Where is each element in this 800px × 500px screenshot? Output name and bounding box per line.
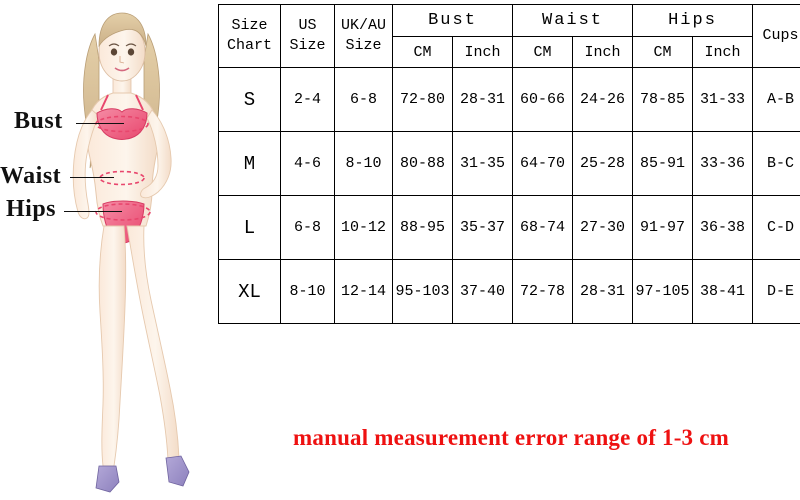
header-uk-au-size-line2: Size — [345, 37, 382, 54]
callout-line-hips — [64, 211, 122, 212]
table-header-row-groups — [219, 5, 800, 37]
header-hips-inch: Inch — [693, 37, 753, 68]
cell-waist-cm: 64-70 — [513, 132, 573, 196]
table-row — [219, 68, 800, 132]
cell-uk-au-size: 12-14 — [335, 260, 393, 324]
cell-waist-inch: 28-31 — [573, 260, 633, 324]
header-uk-au-size-line1: UK/AU — [340, 16, 386, 34]
cell-cups: D-E — [753, 260, 800, 324]
cell-size: L — [219, 196, 281, 260]
cell-waist-cm: 60-66 — [513, 68, 573, 132]
cell-size: M — [219, 132, 281, 196]
header-waist-inch: Inch — [573, 37, 633, 68]
illustration-panel — [0, 0, 218, 500]
cell-bust-cm: 80-88 — [393, 132, 453, 196]
callout-line-waist — [70, 177, 114, 178]
header-waist-cm: CM — [513, 37, 573, 68]
cell-us-size: 2-4 — [281, 68, 335, 132]
cell-cups: C-D — [753, 196, 800, 260]
header-group-bust: Bust — [393, 5, 513, 37]
header-bust-inch: Inch — [453, 37, 513, 68]
header-us-size — [281, 5, 335, 68]
cell-size: S — [219, 68, 281, 132]
table-row — [219, 260, 800, 324]
cell-us-size: 6-8 — [281, 196, 335, 260]
cell-uk-au-size: 6-8 — [335, 68, 393, 132]
cell-hips-cm: 78-85 — [633, 68, 693, 132]
cell-bust-cm: 72-80 — [393, 68, 453, 132]
cell-hips-cm: 91-97 — [633, 196, 693, 260]
header-hips-cm: CM — [633, 37, 693, 68]
cell-us-size: 4-6 — [281, 132, 335, 196]
cell-waist-inch: 27-30 — [573, 196, 633, 260]
callout-label-hips: Hips — [6, 196, 57, 222]
cell-uk-au-size: 8-10 — [335, 132, 393, 196]
cell-hips-cm: 97-105 — [633, 260, 693, 324]
header-size-chart — [219, 5, 281, 68]
size-chart-table — [218, 4, 800, 324]
cell-size: XL — [219, 260, 281, 324]
cell-waist-inch: 24-26 — [573, 68, 633, 132]
cell-cups: A-B — [753, 68, 800, 132]
woman-figure-illustration — [0, 0, 218, 500]
header-bust-cm: CM — [393, 37, 453, 68]
cell-uk-au-size: 10-12 — [335, 196, 393, 260]
cell-hips-inch: 38-41 — [693, 260, 753, 324]
cell-waist-cm: 72-78 — [513, 260, 573, 324]
header-us-size-line1: US — [298, 16, 317, 34]
cell-bust-inch: 28-31 — [453, 68, 513, 132]
table-row — [219, 132, 800, 196]
cell-hips-cm: 85-91 — [633, 132, 693, 196]
callout-label-waist: Waist — [0, 163, 62, 189]
header-size-chart-line1: Size — [231, 16, 268, 34]
cell-bust-inch: 31-35 — [453, 132, 513, 196]
header-uk-au-size — [335, 5, 393, 68]
cell-hips-inch: 36-38 — [693, 196, 753, 260]
cell-bust-inch: 37-40 — [453, 260, 513, 324]
header-us-size-line2: Size — [289, 37, 326, 54]
header-group-hips: Hips — [633, 5, 753, 37]
table-row — [219, 196, 800, 260]
header-size-chart-line2: Chart — [226, 37, 272, 54]
cell-cups: B-C — [753, 132, 800, 196]
cell-us-size: 8-10 — [281, 260, 335, 324]
cell-waist-cm: 68-74 — [513, 196, 573, 260]
header-group-waist: Waist — [513, 5, 633, 37]
header-cups: Cups — [753, 5, 800, 68]
callout-line-bust — [76, 123, 124, 124]
cell-bust-inch: 35-37 — [453, 196, 513, 260]
cell-bust-cm: 88-95 — [393, 196, 453, 260]
cell-bust-cm: 95-103 — [393, 260, 453, 324]
cell-hips-inch: 31-33 — [693, 68, 753, 132]
cell-hips-inch: 33-36 — [693, 132, 753, 196]
callout-label-bust: Bust — [14, 108, 63, 134]
cell-waist-inch: 25-28 — [573, 132, 633, 196]
measurement-error-note: manual measurement error range of 1-3 cm — [293, 425, 729, 450]
